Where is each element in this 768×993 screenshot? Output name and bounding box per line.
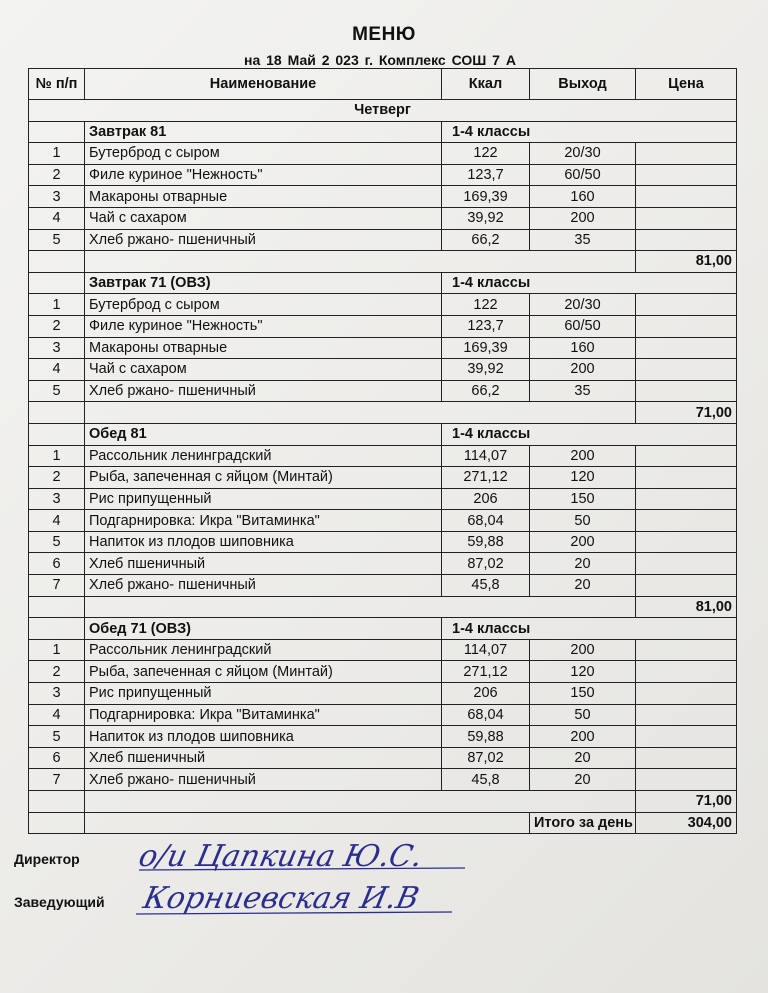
- manager-signature: [132, 870, 472, 920]
- item-number: 4: [29, 704, 85, 726]
- item-number: 3: [29, 683, 85, 705]
- day-total-label: Итого за день: [530, 812, 636, 834]
- section-header-row: [29, 121, 737, 143]
- item-name: Филе куриное "Нежность": [85, 315, 442, 337]
- item-price: [636, 294, 737, 316]
- item-price: [636, 229, 737, 251]
- item-price: [636, 510, 737, 532]
- item-name: Филе куриное "Нежность": [85, 164, 442, 186]
- item-number: 5: [29, 380, 85, 402]
- table-row: [29, 143, 737, 165]
- day-name: Четверг: [29, 100, 737, 122]
- item-name: Рис припущенный: [85, 488, 442, 510]
- table-row: [29, 726, 737, 748]
- item-output: 35: [530, 229, 636, 251]
- table-row: [29, 294, 737, 316]
- item-price: [636, 639, 737, 661]
- total-spacer: [85, 791, 636, 813]
- table-row: [29, 683, 737, 705]
- item-output: 20: [530, 769, 636, 791]
- table-row: [29, 575, 737, 597]
- document-title: МЕНЮ: [352, 24, 416, 45]
- table-row: [29, 531, 737, 553]
- item-kcal: 59,88: [442, 531, 530, 553]
- item-number: 1: [29, 143, 85, 165]
- section-total: 81,00: [636, 596, 737, 618]
- table-body: [29, 100, 737, 834]
- item-number: 7: [29, 769, 85, 791]
- table-row: [29, 704, 737, 726]
- total-spacer: [29, 812, 85, 834]
- item-number: 7: [29, 575, 85, 597]
- item-name: Напиток из плодов шиповника: [85, 726, 442, 748]
- item-kcal: 123,7: [442, 315, 530, 337]
- table-row: [29, 380, 737, 402]
- table-row: [29, 769, 737, 791]
- item-price: [636, 726, 737, 748]
- column-header-name: Наименование: [85, 69, 442, 100]
- table-row: [29, 164, 737, 186]
- item-name: Хлеб ржано- пшеничный: [85, 229, 442, 251]
- item-output: 120: [530, 467, 636, 489]
- section-name: Завтрак 81: [85, 121, 442, 143]
- section-spacer: [29, 618, 85, 640]
- table-row: [29, 359, 737, 381]
- item-price: [636, 661, 737, 683]
- item-name: Рыба, запеченная с яйцом (Минтай): [85, 661, 442, 683]
- section-spacer: [29, 423, 85, 445]
- item-number: 6: [29, 747, 85, 769]
- document-subtitle: на 18 Май 2 023 г. Комплекс СОШ 7 А: [244, 52, 516, 68]
- table-row: [29, 207, 737, 229]
- table-header-row: [29, 69, 737, 100]
- item-kcal: 87,02: [442, 553, 530, 575]
- table-row: [29, 747, 737, 769]
- item-kcal: 169,39: [442, 337, 530, 359]
- total-spacer: [85, 596, 636, 618]
- table-row: [29, 315, 737, 337]
- total-spacer: [29, 596, 85, 618]
- total-spacer: [85, 402, 636, 424]
- item-price: [636, 747, 737, 769]
- item-kcal: 123,7: [442, 164, 530, 186]
- section-grade: 1-4 классы: [442, 618, 737, 640]
- item-output: 200: [530, 359, 636, 381]
- item-price: [636, 359, 737, 381]
- item-output: 120: [530, 661, 636, 683]
- item-number: 5: [29, 229, 85, 251]
- table-row: [29, 467, 737, 489]
- table-row: [29, 229, 737, 251]
- item-price: [636, 207, 737, 229]
- item-output: 20/30: [530, 294, 636, 316]
- section-total-row: [29, 791, 737, 813]
- item-output: 160: [530, 186, 636, 208]
- item-price: [636, 143, 737, 165]
- item-kcal: 206: [442, 488, 530, 510]
- item-kcal: 114,07: [442, 639, 530, 661]
- item-name: Хлеб пшеничный: [85, 747, 442, 769]
- item-output: 160: [530, 337, 636, 359]
- section-header-row: [29, 272, 737, 294]
- item-kcal: 59,88: [442, 726, 530, 748]
- item-name: Чай с сахаром: [85, 359, 442, 381]
- item-price: [636, 380, 737, 402]
- item-number: 1: [29, 445, 85, 467]
- item-kcal: 169,39: [442, 186, 530, 208]
- section-spacer: [29, 272, 85, 294]
- item-number: 2: [29, 164, 85, 186]
- item-name: Хлеб пшеничный: [85, 553, 442, 575]
- item-price: [636, 683, 737, 705]
- section-header-row: [29, 618, 737, 640]
- item-output: 200: [530, 639, 636, 661]
- column-header-kcal: Ккал: [442, 69, 530, 100]
- section-spacer: [29, 121, 85, 143]
- item-number: 6: [29, 553, 85, 575]
- table-row: [29, 639, 737, 661]
- item-price: [636, 337, 737, 359]
- table-row: [29, 510, 737, 532]
- section-grade: 1-4 классы: [442, 121, 737, 143]
- total-spacer: [29, 791, 85, 813]
- item-number: 4: [29, 359, 85, 381]
- item-output: 20: [530, 553, 636, 575]
- item-name: Подгарнировка: Икра "Витаминка": [85, 510, 442, 532]
- manager-signature-text: Корниевская И.В: [140, 881, 423, 916]
- item-name: Макароны отварные: [85, 337, 442, 359]
- item-kcal: 271,12: [442, 467, 530, 489]
- item-name: Рис припущенный: [85, 683, 442, 705]
- item-number: 4: [29, 510, 85, 532]
- column-header-price: Цена: [636, 69, 737, 100]
- section-grade: 1-4 классы: [442, 272, 737, 294]
- item-name: Бутерброд с сыром: [85, 294, 442, 316]
- item-name: Рассольник ленинградский: [85, 639, 442, 661]
- section-total: 71,00: [636, 402, 737, 424]
- section-name: Обед 81: [85, 423, 442, 445]
- item-price: [636, 531, 737, 553]
- item-number: 2: [29, 467, 85, 489]
- total-spacer: [85, 251, 636, 273]
- item-output: 200: [530, 726, 636, 748]
- item-price: [636, 467, 737, 489]
- section-grade: 1-4 классы: [442, 423, 737, 445]
- section-header-row: [29, 423, 737, 445]
- item-price: [636, 488, 737, 510]
- item-kcal: 68,04: [442, 510, 530, 532]
- item-output: 50: [530, 510, 636, 532]
- item-number: 3: [29, 337, 85, 359]
- item-output: 20: [530, 747, 636, 769]
- director-signature-text: о/и Цапкина Ю.С.: [135, 839, 426, 874]
- day-row: [29, 100, 737, 122]
- item-name: Чай с сахаром: [85, 207, 442, 229]
- item-output: 200: [530, 531, 636, 553]
- item-name: Подгарнировка: Икра "Витаминка": [85, 704, 442, 726]
- item-output: 35: [530, 380, 636, 402]
- total-spacer: [29, 251, 85, 273]
- item-price: [636, 553, 737, 575]
- item-kcal: 122: [442, 294, 530, 316]
- section-total-row: [29, 596, 737, 618]
- item-name: Хлеб ржано- пшеничный: [85, 380, 442, 402]
- table-row: [29, 488, 737, 510]
- item-number: 3: [29, 488, 85, 510]
- item-kcal: 39,92: [442, 207, 530, 229]
- item-output: 150: [530, 488, 636, 510]
- table-row: [29, 186, 737, 208]
- item-kcal: 271,12: [442, 661, 530, 683]
- item-name: Рассольник ленинградский: [85, 445, 442, 467]
- item-name: Рыба, запеченная с яйцом (Минтай): [85, 467, 442, 489]
- item-name: Напиток из плодов шиповника: [85, 531, 442, 553]
- item-output: 200: [530, 445, 636, 467]
- director-label: Директор: [14, 851, 80, 867]
- item-name: Хлеб ржано- пшеничный: [85, 575, 442, 597]
- manager-label: Заведующий: [14, 894, 105, 910]
- item-name: Бутерброд с сыром: [85, 143, 442, 165]
- item-output: 20: [530, 575, 636, 597]
- item-price: [636, 315, 737, 337]
- section-total: 71,00: [636, 791, 737, 813]
- item-kcal: 114,07: [442, 445, 530, 467]
- item-price: [636, 704, 737, 726]
- item-output: 150: [530, 683, 636, 705]
- item-output: 60/50: [530, 164, 636, 186]
- item-number: 1: [29, 639, 85, 661]
- item-output: 60/50: [530, 315, 636, 337]
- table-row: [29, 661, 737, 683]
- table-row: [29, 337, 737, 359]
- column-header-number: № п/п: [29, 69, 85, 100]
- column-header-output: Выход: [530, 69, 636, 100]
- total-spacer: [29, 402, 85, 424]
- item-name: Макароны отварные: [85, 186, 442, 208]
- table-row: [29, 445, 737, 467]
- item-output: 200: [530, 207, 636, 229]
- menu-table: [28, 68, 737, 834]
- item-number: 5: [29, 726, 85, 748]
- item-kcal: 66,2: [442, 229, 530, 251]
- item-name: Хлеб ржано- пшеничный: [85, 769, 442, 791]
- item-price: [636, 575, 737, 597]
- item-kcal: 206: [442, 683, 530, 705]
- item-output: 50: [530, 704, 636, 726]
- item-kcal: 45,8: [442, 575, 530, 597]
- item-number: 2: [29, 315, 85, 337]
- item-number: 5: [29, 531, 85, 553]
- item-kcal: 45,8: [442, 769, 530, 791]
- table-row: [29, 553, 737, 575]
- item-kcal: 66,2: [442, 380, 530, 402]
- section-name: Завтрак 71 (ОВЗ): [85, 272, 442, 294]
- item-price: [636, 164, 737, 186]
- section-total-row: [29, 251, 737, 273]
- section-total: 81,00: [636, 251, 737, 273]
- item-kcal: 68,04: [442, 704, 530, 726]
- item-kcal: 87,02: [442, 747, 530, 769]
- item-number: 1: [29, 294, 85, 316]
- section-total-row: [29, 402, 737, 424]
- item-price: [636, 186, 737, 208]
- section-name: Обед 71 (ОВЗ): [85, 618, 442, 640]
- item-number: 4: [29, 207, 85, 229]
- item-kcal: 39,92: [442, 359, 530, 381]
- day-total-value: 304,00: [636, 812, 737, 834]
- item-output: 20/30: [530, 143, 636, 165]
- item-number: 3: [29, 186, 85, 208]
- item-price: [636, 769, 737, 791]
- item-price: [636, 445, 737, 467]
- item-kcal: 122: [442, 143, 530, 165]
- item-number: 2: [29, 661, 85, 683]
